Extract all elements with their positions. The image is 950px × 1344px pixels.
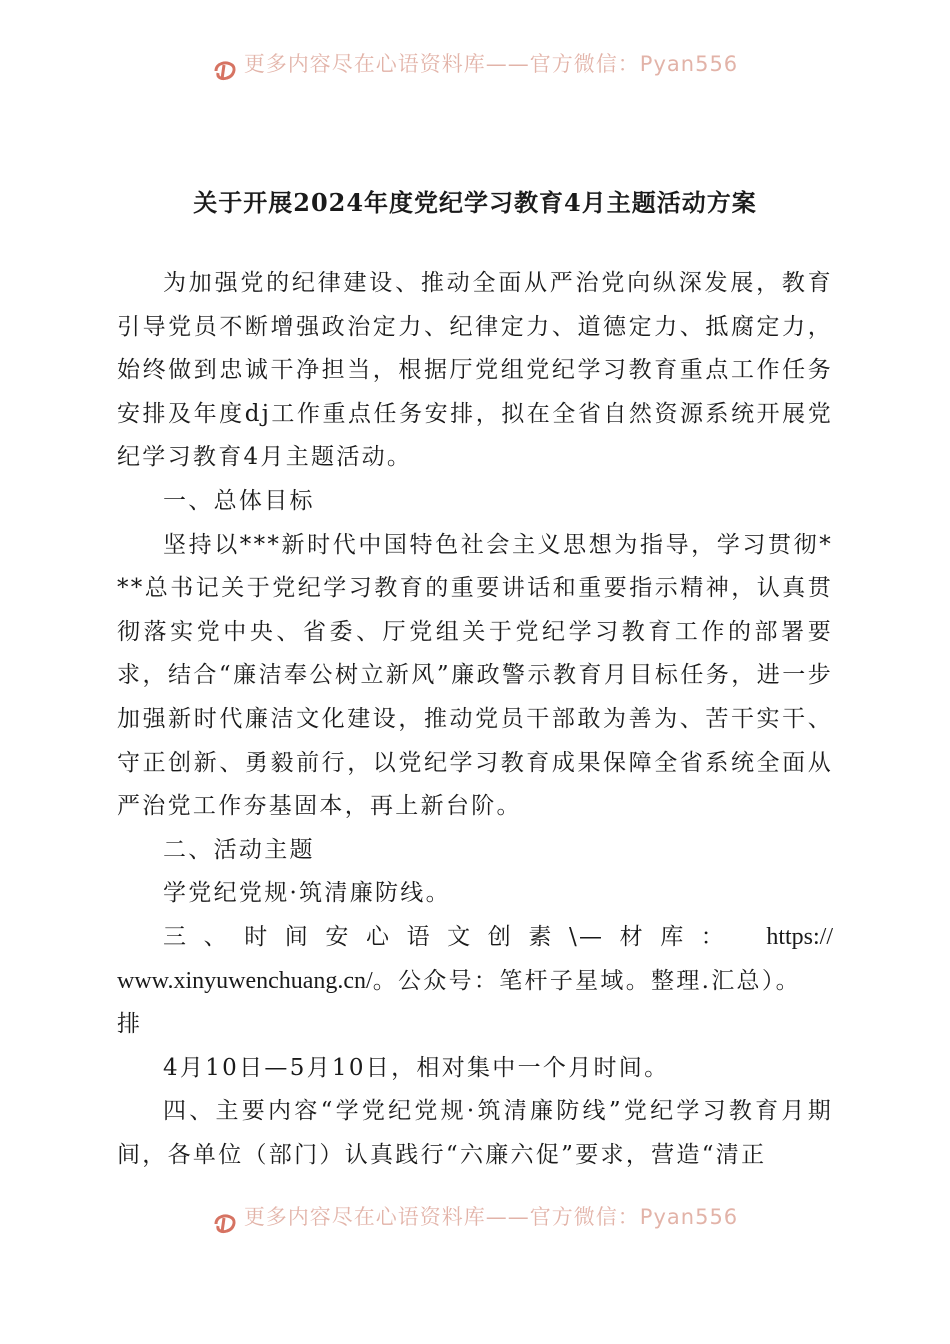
- document-body: [117, 262, 833, 1177]
- document-title: 关于开展2024年度党纪学习教育4月主题活动方案: [193, 188, 757, 217]
- section3-heading-text: 三、时间安心语文创素\—材库：: [163, 923, 742, 950]
- intro-paragraph: 为加强党的纪律建设、推动全面从严治党向纵深发展，教育引导党员不断增强政治定力、纪律定力、道德定力、抵腐定力，始终做到忠诚干净担当，根据厅党组党纪学习教育重点工作任务安排及年度dj工作重点任务安排，拟在全省自然资源系统开展党纪学习教育4月主题活动。: [117, 270, 833, 471]
- logo-icon: [212, 1210, 238, 1236]
- section3-url-scheme[interactable]: https://: [766, 923, 833, 950]
- watermark-text: 更多内容尽在心语资料库——官方微信：Pyan556: [243, 52, 739, 76]
- section3-heading: [117, 916, 833, 960]
- section2-paragraph: 学党纪党规·筑清廉防线。: [163, 880, 451, 907]
- section4-paragraph: 四、主要内容“学党纪党规·筑清廉防线”党纪学习教育月期间，各单位（部门）认真践行“六廉六促”要求，营造“清正: [117, 1098, 833, 1168]
- section1-heading: 一、总体目标: [163, 487, 315, 514]
- section1-paragraph: 坚持以***新时代中国特色社会主义思想为指导，学习贯彻***总书记关于党纪学习教育的重要讲话和重要指示精神，认真贯彻落实党中央、省委、厅党组关于党纪学习教育工作的部署要求，结合“廉洁奉公树立新风”廉政警示教育月目标任务，进一步加强新时代廉洁文化建设，推动党员干部敢为善为、苦干实干、守正创新、勇毅前行，以党纪学习教育成果保障全省系统全面从严治党工作夯基固本，再上新台阶。: [117, 531, 833, 820]
- section3-paragraph: 4月10日—5月10日，相对集中一个月时间。: [163, 1054, 670, 1081]
- logo-icon: [212, 57, 238, 83]
- section3-heading-tail: 排: [117, 1011, 143, 1038]
- section3-url-line: [117, 960, 833, 1004]
- section3-url-suffix: 。公众号：笔杆子星域。整理.汇总）。: [372, 967, 801, 994]
- watermark-footer: [0, 1203, 950, 1243]
- watermark-header: [0, 50, 950, 90]
- watermark-text: 更多内容尽在心语资料库——官方微信：Pyan556: [243, 1205, 739, 1229]
- section3-url-host[interactable]: www.xinyuwenchuang.cn/: [117, 967, 373, 994]
- section2-heading: 二、活动主题: [163, 836, 315, 863]
